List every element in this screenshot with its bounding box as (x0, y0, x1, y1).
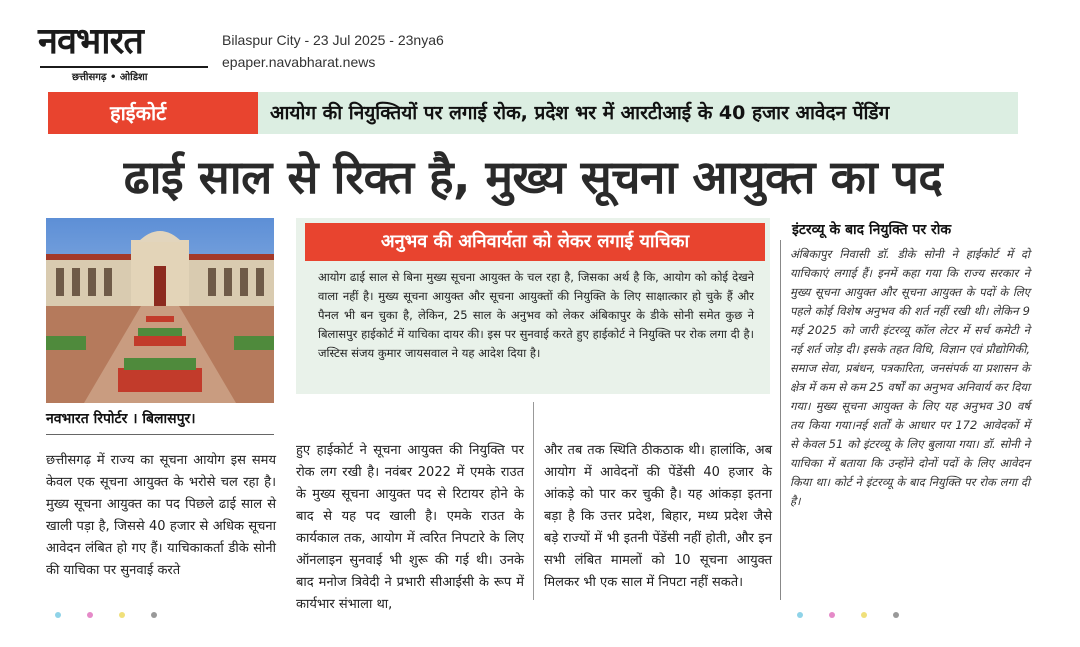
page-title: ढाई साल से रिक्त है, मुख्य सूचना आयुक्त का पद (123, 150, 943, 204)
article-column-1: छत्तीसगढ़ में राज्य का सूचना आयोग इस समय केवल एक सूचना आयुक्त के भरोसे चल रहा है। मुख्य सूचना आयुक्त का पद पिछले ढाई साल से खाली पड़ा है, जिससे 40 हजार से अधिक सूचना आवेदन लंबित हो गए हैं। याचिकाकर्ता डीके सोनी की याचिका पर सुनवाई करते (46, 453, 276, 578)
kicker-tag: हाईकोर्ट (48, 92, 258, 134)
divider (46, 434, 274, 435)
logo-rule (40, 66, 208, 68)
byline: नवभारत रिपोर्टर । बिलासपुर। (46, 411, 196, 427)
article-column-2: हुए हाईकोर्ट ने सूचना आयुक्त की नियुक्ति पर रोक लग रखी है। नवंबर 2022 में एमके राउत के मुख्य सूचना आयुक्त पद से रिटायर होने के बाद से यह पद खाली है। एमके राउत के कार्यकाल तक, आयोग में त्वरित निपटारे के लिए ऑनलाइन सुनवाई भी शुरू की गई थी। उनके बाद मनोज त्रिवेदी ने प्रभारी सीआईसी के रूप में कार्यभार संभाला था, (296, 443, 524, 612)
building-illustration (46, 218, 274, 403)
high-court-photo (46, 218, 274, 403)
inset-box-heading: अनुभव की अनिवार्यता को लेकर लगाई याचिका (305, 223, 765, 261)
sidebar-body: अंबिकापुर निवासी डॉ. डीके सोनी ने हाईकोर्ट में दो याचिकाएं लगाई हैं। इनमें कहा गया कि राज्य सरकार ने मुख्य सूचना आयुक्त और सूचना आयुक्त के पदों के लिए पहले कोई विशेष अनुभव की शर्त नहीं रखी थी। लेकिन 9 मई 2025 को जारी इंटरव्यू कॉल लेटर में सर्च कमेटी ने नई शर्त जोड़ दी। इसके तहत विधि, विज्ञान एवं प्रौद्योगिकी, समाज सेवा, प्रबंधन, पत्रकारिता, जनसंपर्क या प्रशासन के क्षेत्र में कम से कम 25 वर्षों का अनुभव अनिवार्य कर दिया गया। मुख्य सूचना आयुक्त के लिए यह अनुभव 30 वर्ष तय किया गया।नई शर्तों के आधार पर 172 आवेदकों में से केवल 51 को इंटरव्यू के लिए बुलाया गया। डॉ. सोनी ने याचिका में बताया कि उन्होंने दोनों पदों के लिए आवेदन किया था। कोर्ट ने इंटरव्यू के बाद नियुक्ति पर रोक लगा दी है। (790, 247, 1030, 508)
epaper-url[interactable]: epaper.navabharat.news (222, 54, 376, 70)
article-column-3: और तब तक स्थिति ठीकठाक थी। हालांकि, अब आयोग में आवेदनों की पेंडेंसी 40 हजार के आंकड़े को पार कर चुकी है। यह आंकड़ा इतना बड़ा है कि उत्तर प्रदेश, बिहार, मध्य प्रदेश जैसे बड़े राज्यों में भी इतनी पेंडेंसी नहीं होती, और इन सभी लंबित मामलों को 10 सूचना आयुक्त मिलकर भी एक साल में निपटा नहीं सकते। (544, 443, 772, 590)
column-divider (780, 240, 781, 600)
column-divider (533, 402, 534, 600)
kicker-text: आयोग की नियुक्तियों पर लगाई रोक, प्रदेश भर में आरटीआई के 40 हजार आवेदन पेंडिंग (270, 102, 890, 124)
sidebar-heading: इंटरव्यू के बाद नियुक्ति पर रोक (792, 222, 952, 238)
logo-subtitle: छत्तीसगढ़ • ओडिशा (72, 72, 148, 83)
masthead-logo (38, 21, 210, 83)
logo-text: नवभारत (38, 21, 143, 62)
print-registration-dots (50, 610, 950, 620)
inset-box-body: आयोग ढाई साल से बिना मुख्य सूचना आयुक्त के चल रहा है, जिसका अर्थ है कि, आयोग को कोई देखने वाला नहीं है। मुख्य सूचना आयुक्त और सूचना आयुक्तों की नियुक्ति के लिए साक्षात्कार हो चुके हैं और पैनल भी बन चुका है, लेकिन, 25 साल के अनुभव को लेकर अंबिकापुर के डीके सोनी समेत कुछ ने बिलासपुर हाईकोर्ट में याचिका दायर की। इस पर सुनवाई करते हुए हाईकोर्ट ने नियुक्ति पर रोक लगा दी है। जस्टिस संजय कुमार जायसवाल ने यह आदेश दिया है। (318, 270, 754, 360)
edition-line: Bilaspur City - 23 Jul 2025 - 23nya6 (222, 32, 444, 48)
